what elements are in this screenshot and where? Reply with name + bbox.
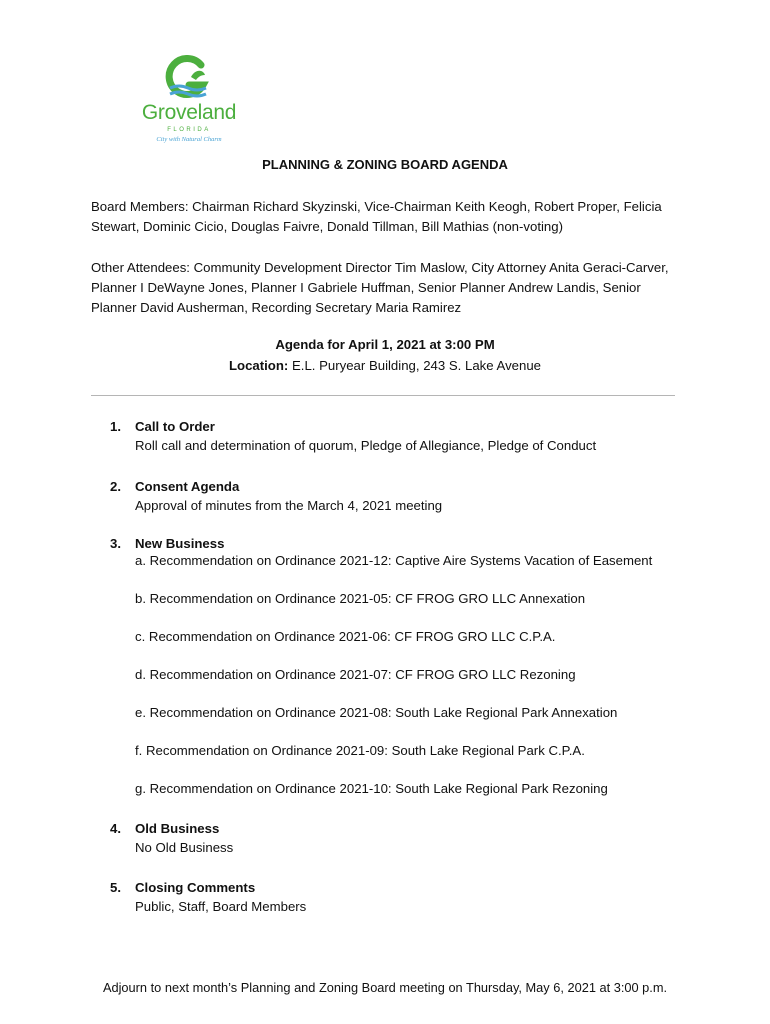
new-business-item: g. Recommendation on Ordinance 2021-10: South Lake Regional Park Rezoning: [135, 781, 608, 796]
item-title: Consent Agenda: [135, 479, 240, 494]
item-title: Old Business: [135, 821, 220, 836]
new-business-item: f. Recommendation on Ordinance 2021-09: South Lake Regional Park C.P.A.: [135, 743, 585, 758]
item-number: 2.: [110, 479, 121, 494]
item-number: 3.: [110, 536, 121, 551]
adjourn-note: Adjourn to next month’s Planning and Zoning Board meeting on Thursday, May 6, 2021 at 3:00 p.m.: [102, 980, 668, 995]
new-business-item: c. Recommendation on Ordinance 2021-06: CF FROG GRO LLC C.P.A.: [135, 629, 556, 644]
new-business-item: a. Recommendation on Ordinance 2021-12: Captive Aire Systems Vacation of Easement: [135, 553, 653, 568]
logo-wordmark: Groveland: [141, 101, 237, 124]
item-body: Approval of minutes from the March 4, 2021 meeting: [135, 498, 443, 513]
other-attendees: Other Attendees: Community Development Director Tim Maslow, City Attorney Anita Geraci-Carver, Planner I DeWayne Jones, Planner I Gabriele Huffman, Senior Planner Andrew Landis, Senior Planner David Ausherman, Recording Secretary Maria Ramirez: [91, 260, 669, 315]
groveland-g-mark-icon: [133, 55, 245, 101]
divider: [91, 395, 675, 396]
meeting-location: [0, 358, 770, 373]
logo-tagline: City with Natural Charm: [156, 136, 222, 143]
city-logo: [133, 55, 245, 150]
new-business-item: b. Recommendation on Ordinance 2021-05: CF FROG GRO LLC Annexation: [135, 591, 586, 606]
item-number: 4.: [110, 821, 121, 836]
item-title: New Business: [135, 536, 225, 551]
item-body: Public, Staff, Board Members: [135, 899, 307, 914]
new-business-item: d. Recommendation on Ordinance 2021-07: CF FROG GRO LLC Rezoning: [135, 667, 576, 682]
board-members: Board Members: Chairman Richard Skyzinski, Vice-Chairman Keith Keogh, Robert Proper, Felicia Stewart, Dominic Cicio, Douglas Faivre, Donald Tillman, Bill Mathias (non-voting): [91, 199, 662, 234]
item-body: No Old Business: [135, 840, 234, 855]
item-number: 5.: [110, 880, 121, 895]
logo-state: FLORIDA: [167, 127, 211, 133]
agenda-date: Agenda for April 1, 2021 at 3:00 PM: [275, 337, 495, 352]
item-title: Call to Order: [135, 419, 215, 434]
item-number: 1.: [110, 419, 121, 434]
document-title: PLANNING & ZONING BOARD AGENDA: [262, 157, 508, 172]
location-label: Location:: [228, 358, 289, 373]
item-body: Roll call and determination of quorum, Pledge of Allegiance, Pledge of Conduct: [135, 438, 597, 453]
new-business-item: e. Recommendation on Ordinance 2021-08: South Lake Regional Park Annexation: [135, 705, 618, 720]
item-title: Closing Comments: [135, 880, 256, 895]
location-value: E.L. Puryear Building, 243 S. Lake Avenue: [291, 358, 542, 373]
